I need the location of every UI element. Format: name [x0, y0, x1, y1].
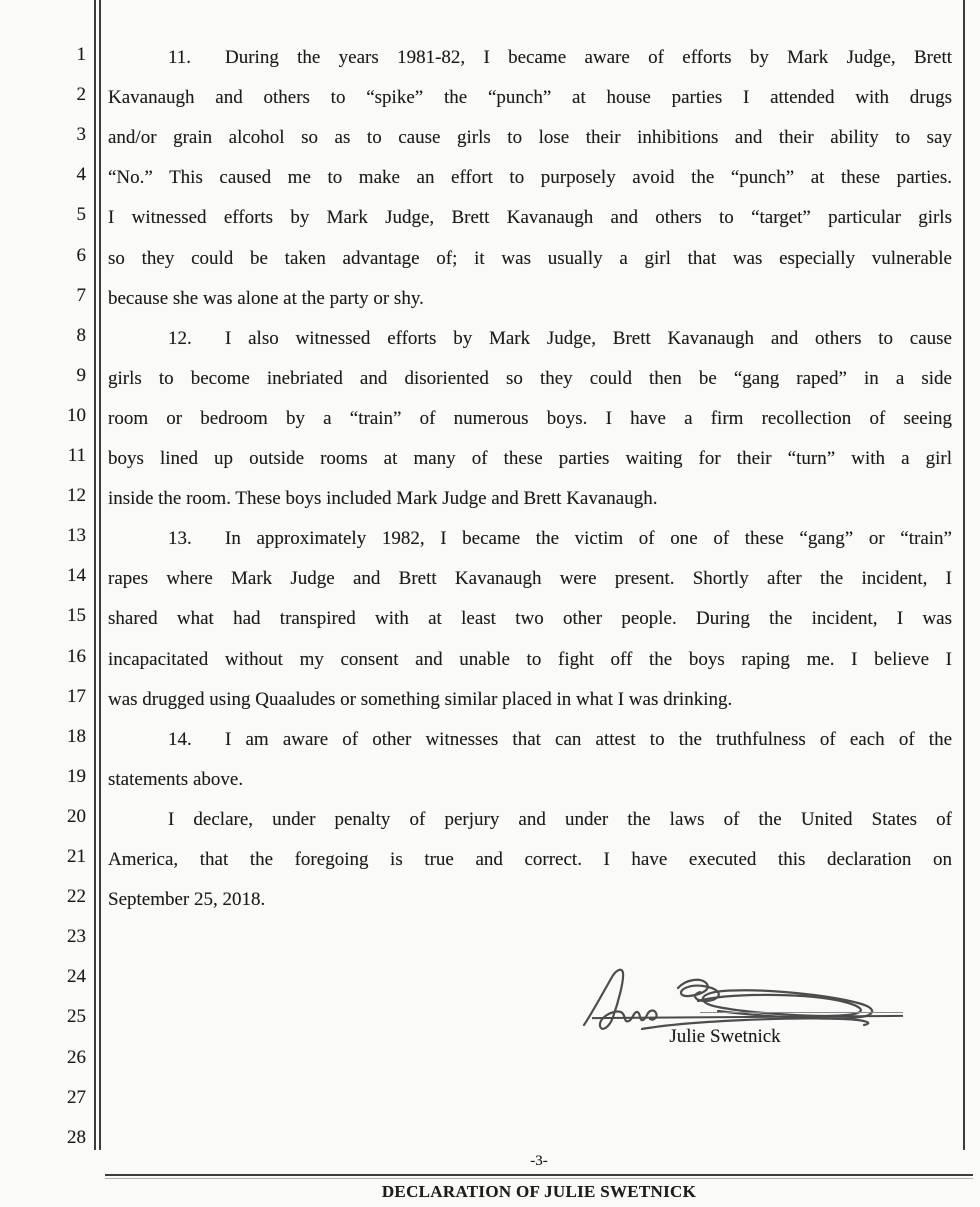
line-number: 21 — [67, 846, 86, 867]
signature-scribble — [578, 943, 908, 1038]
text-line: shared what had transpired with at least two other people. During the incident, I was — [108, 608, 952, 630]
page-number: -3- — [530, 1153, 548, 1169]
line-number: 6 — [76, 244, 86, 266]
line-number: 1 — [76, 44, 86, 65]
text-line: “No.” This caused me to make an effort to purposely avoid the “punch” at these parties. — [108, 167, 952, 189]
line-number: 22 — [67, 886, 86, 908]
line-number: 17 — [67, 685, 86, 707]
text-line: America, that the foregoing is true and correct. I have executed this declaration on — [108, 849, 952, 870]
text-line: because she was alone at the party or shy. — [108, 287, 424, 309]
line-number: 14 — [67, 565, 86, 587]
line-number: 3 — [76, 124, 86, 146]
right-margin-rule — [963, 0, 965, 1150]
footer-rule — [105, 1174, 973, 1176]
text-line: 11. During the years 1981-82, I became aware of efforts by Mark Judge, Brett — [108, 38, 952, 78]
line-number: 12 — [67, 485, 86, 507]
paragraph-number: 13. — [168, 528, 192, 550]
line-number: 25 — [67, 1006, 86, 1028]
line-number: 5 — [76, 204, 86, 226]
line-number: 28 — [67, 1126, 86, 1148]
footer-rule-echo — [105, 1178, 973, 1179]
line-number: 11 — [67, 445, 86, 466]
text-line: Kavanaugh and others to “spike” the “punch” at house parties I attended with drugs — [108, 87, 952, 109]
line-number: 26 — [67, 1046, 86, 1068]
text-line: September 25, 2018. — [108, 889, 266, 911]
text-line: rapes where Mark Judge and Brett Kavanaugh were present. Shortly after the incident, I — [108, 568, 952, 590]
line-number: 2 — [76, 84, 86, 106]
line-number: 19 — [67, 765, 86, 787]
line-number: 13 — [67, 525, 86, 547]
text-line: statements above. — [108, 768, 244, 790]
signatory-name: Julie Swetnick — [669, 1026, 781, 1047]
line-number: 18 — [67, 725, 86, 747]
line-number: 10 — [67, 404, 86, 426]
text-line: 12. I also witnessed efforts by Mark Judge, Brett Kavanaugh and others to cause — [108, 319, 952, 359]
line-number: 8 — [76, 324, 86, 346]
line-number: 4 — [76, 164, 86, 186]
line-number: 7 — [76, 284, 86, 306]
text-line: inside the room. These boys included Mark Judge and Brett Kavanaugh. — [108, 488, 658, 510]
text-line: room or bedroom by a “train” of numerous boys. I have a firm recollection of seeing — [108, 407, 952, 429]
line-number: 27 — [67, 1086, 86, 1108]
document-title: DECLARATION OF JULIE SWETNICK — [381, 1182, 697, 1201]
paragraph-number: 12. — [168, 327, 192, 349]
line-number: 23 — [67, 926, 86, 948]
text-line: incapacitated without my consent and unable to fight off the boys raping me. I believe I — [108, 648, 952, 670]
left-margin-rule-outer — [94, 0, 96, 1150]
text-line: boys lined up outside rooms at many of these parties waiting for their “turn” with a girl — [108, 448, 952, 469]
text-line: was drugged using Quaaludes or something similar placed in what I was drinking. — [108, 688, 733, 710]
paragraph-number: 14. — [168, 728, 192, 750]
text-line: so they could be taken advantage of; it was usually a girl that was especially vulnerable — [108, 247, 952, 269]
paragraph-number: 11. — [168, 47, 192, 68]
text-line: I witnessed efforts by Mark Judge, Brett Kavanaugh and others to “target” particular girls — [108, 207, 952, 229]
text-line: and/or grain alcohol so as to cause girls to lose their inhibitions and their ability to say — [108, 127, 952, 149]
signature-line-echo — [700, 1012, 903, 1013]
line-number: 16 — [67, 645, 86, 667]
text-line: girls to become inebriated and disoriented so they could then be “gang raped” in a side — [108, 367, 952, 389]
line-number: 9 — [76, 364, 86, 386]
line-number: 24 — [67, 966, 86, 988]
line-number: 20 — [67, 805, 86, 827]
text-line: I declare, under penalty of perjury and under the laws of the United States of — [168, 808, 952, 830]
text-line: 14. I am aware of other witnesses that can attest to the truthfulness of each of the — [108, 720, 952, 760]
page-footer — [105, 1150, 973, 1202]
line-number: 15 — [67, 605, 86, 627]
text-line: 13. In approximately 1982, I became the victim of one of these “gang” or “train” — [108, 519, 952, 559]
left-margin-rule-inner — [99, 0, 101, 1150]
